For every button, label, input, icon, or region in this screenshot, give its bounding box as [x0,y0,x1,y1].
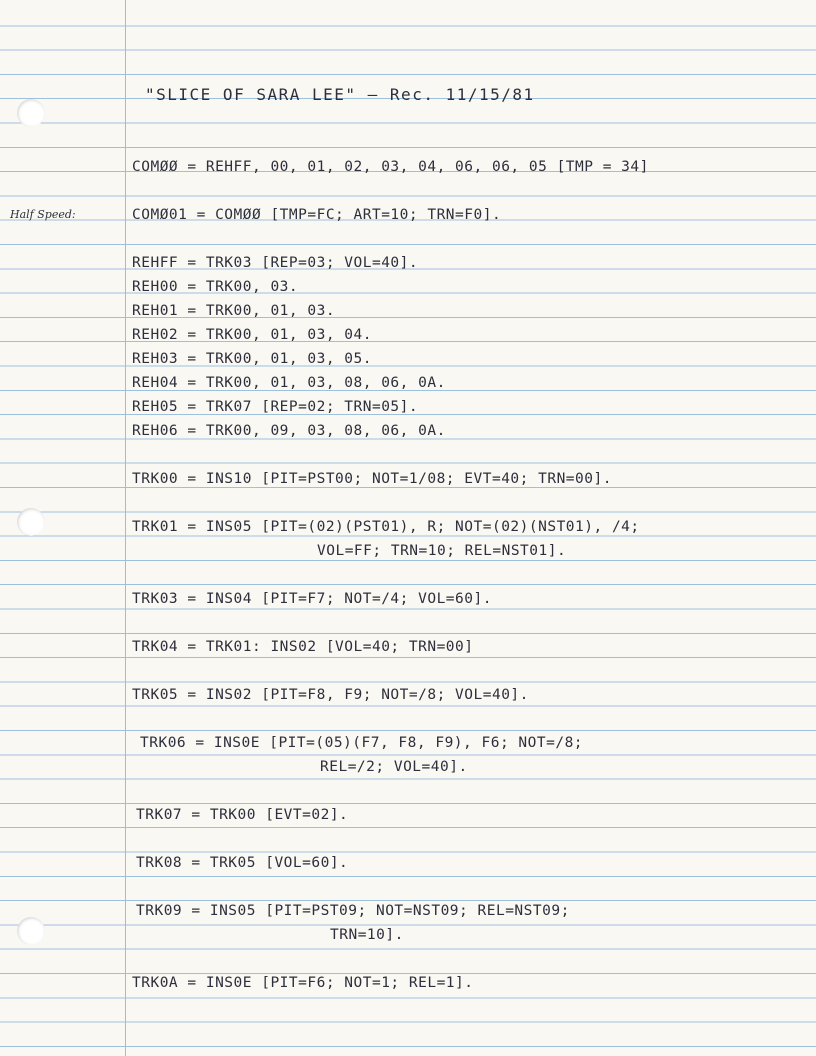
line-text: TRK03 = INS04 [PIT=F7; NOT=/4; VOL=60]. [132,591,492,607]
handwritten-line [0,587,816,611]
handwritten-line [0,347,816,371]
handwritten-line [0,515,816,539]
line-text: REH00 = TRK00, 03. [132,279,299,295]
handwritten-line [0,539,816,563]
handwritten-line [0,923,816,947]
line-text: TRK0A = INS0E [PIT=F6; NOT=1; REL=1]. [132,975,474,991]
line-text: TRK08 = TRK05 [VOL=60]. [136,855,349,871]
line-text: TRK04 = TRK01: INS02 [VOL=40; TRN=00] [132,639,474,655]
line-text: REH05 = TRK07 [REP=02; TRN=05]. [132,399,419,415]
handwritten-line [0,731,816,755]
line-text: REH03 = TRK00, 01, 03, 05. [132,351,372,367]
handwritten-line [0,635,816,659]
line-text: TRK09 = INS05 [PIT=PST09; NOT=NST09; REL=NST09; [136,903,570,919]
title-text: "SLICE OF SARA LEE" — Rec. 11/15/81 [145,85,535,104]
handwritten-line [0,803,816,827]
handwritten-line [0,299,816,323]
handwritten-line [0,467,816,491]
line-text: COMØØ = REHFF, 00, 01, 02, 03, 04, 06, 06, 05 [TMP = 34] [132,159,649,175]
handwritten-line [0,371,816,395]
handwritten-line [0,251,816,275]
margin-note: Half Speed: [10,208,76,221]
line-text: TRK07 = TRK00 [EVT=02]. [136,807,349,823]
handwritten-line [0,899,816,923]
line-text: TRN=10]. [330,927,404,943]
line-text: TRK01 = INS05 [PIT=(02)(PST01), R; NOT=(02)(NST01), /4; [132,519,640,535]
handwritten-line [0,323,816,347]
line-text: REH04 = TRK00, 01, 03, 08, 06, 0A. [132,375,446,391]
handwritten-line [0,419,816,443]
handwritten-line [0,275,816,299]
line-text: REL=/2; VOL=40]. [320,759,468,775]
handwritten-line [0,851,816,875]
line-text: REH01 = TRK00, 01, 03. [132,303,336,319]
line-text: TRK06 = INS0E [PIT=(05)(F7, F8, F9), F6; NOT=/8; [140,735,584,751]
line-text: TRK05 = INS02 [PIT=F8, F9; NOT=/8; VOL=40]. [132,687,529,703]
handwritten-line [0,203,816,227]
line-text: COMØ01 = COMØØ [TMP=FC; ART=10; TRN=F0]. [132,207,502,223]
line-text: REH02 = TRK00, 01, 03, 04. [132,327,372,343]
line-text: REHFF = TRK03 [REP=03; VOL=40]. [132,255,419,271]
line-text: REH06 = TRK00, 09, 03, 08, 06, 0A. [132,423,446,439]
line-text: VOL=FF; TRN=10; REL=NST01]. [317,543,567,559]
handwritten-line [0,971,816,995]
page-title [0,83,816,107]
handwritten-line [0,155,816,179]
handwritten-line [0,755,816,779]
line-text: TRK00 = INS10 [PIT=PST00; NOT=1/08; EVT=40; TRN=00]. [132,471,612,487]
handwritten-line [0,683,816,707]
handwritten-line [0,395,816,419]
